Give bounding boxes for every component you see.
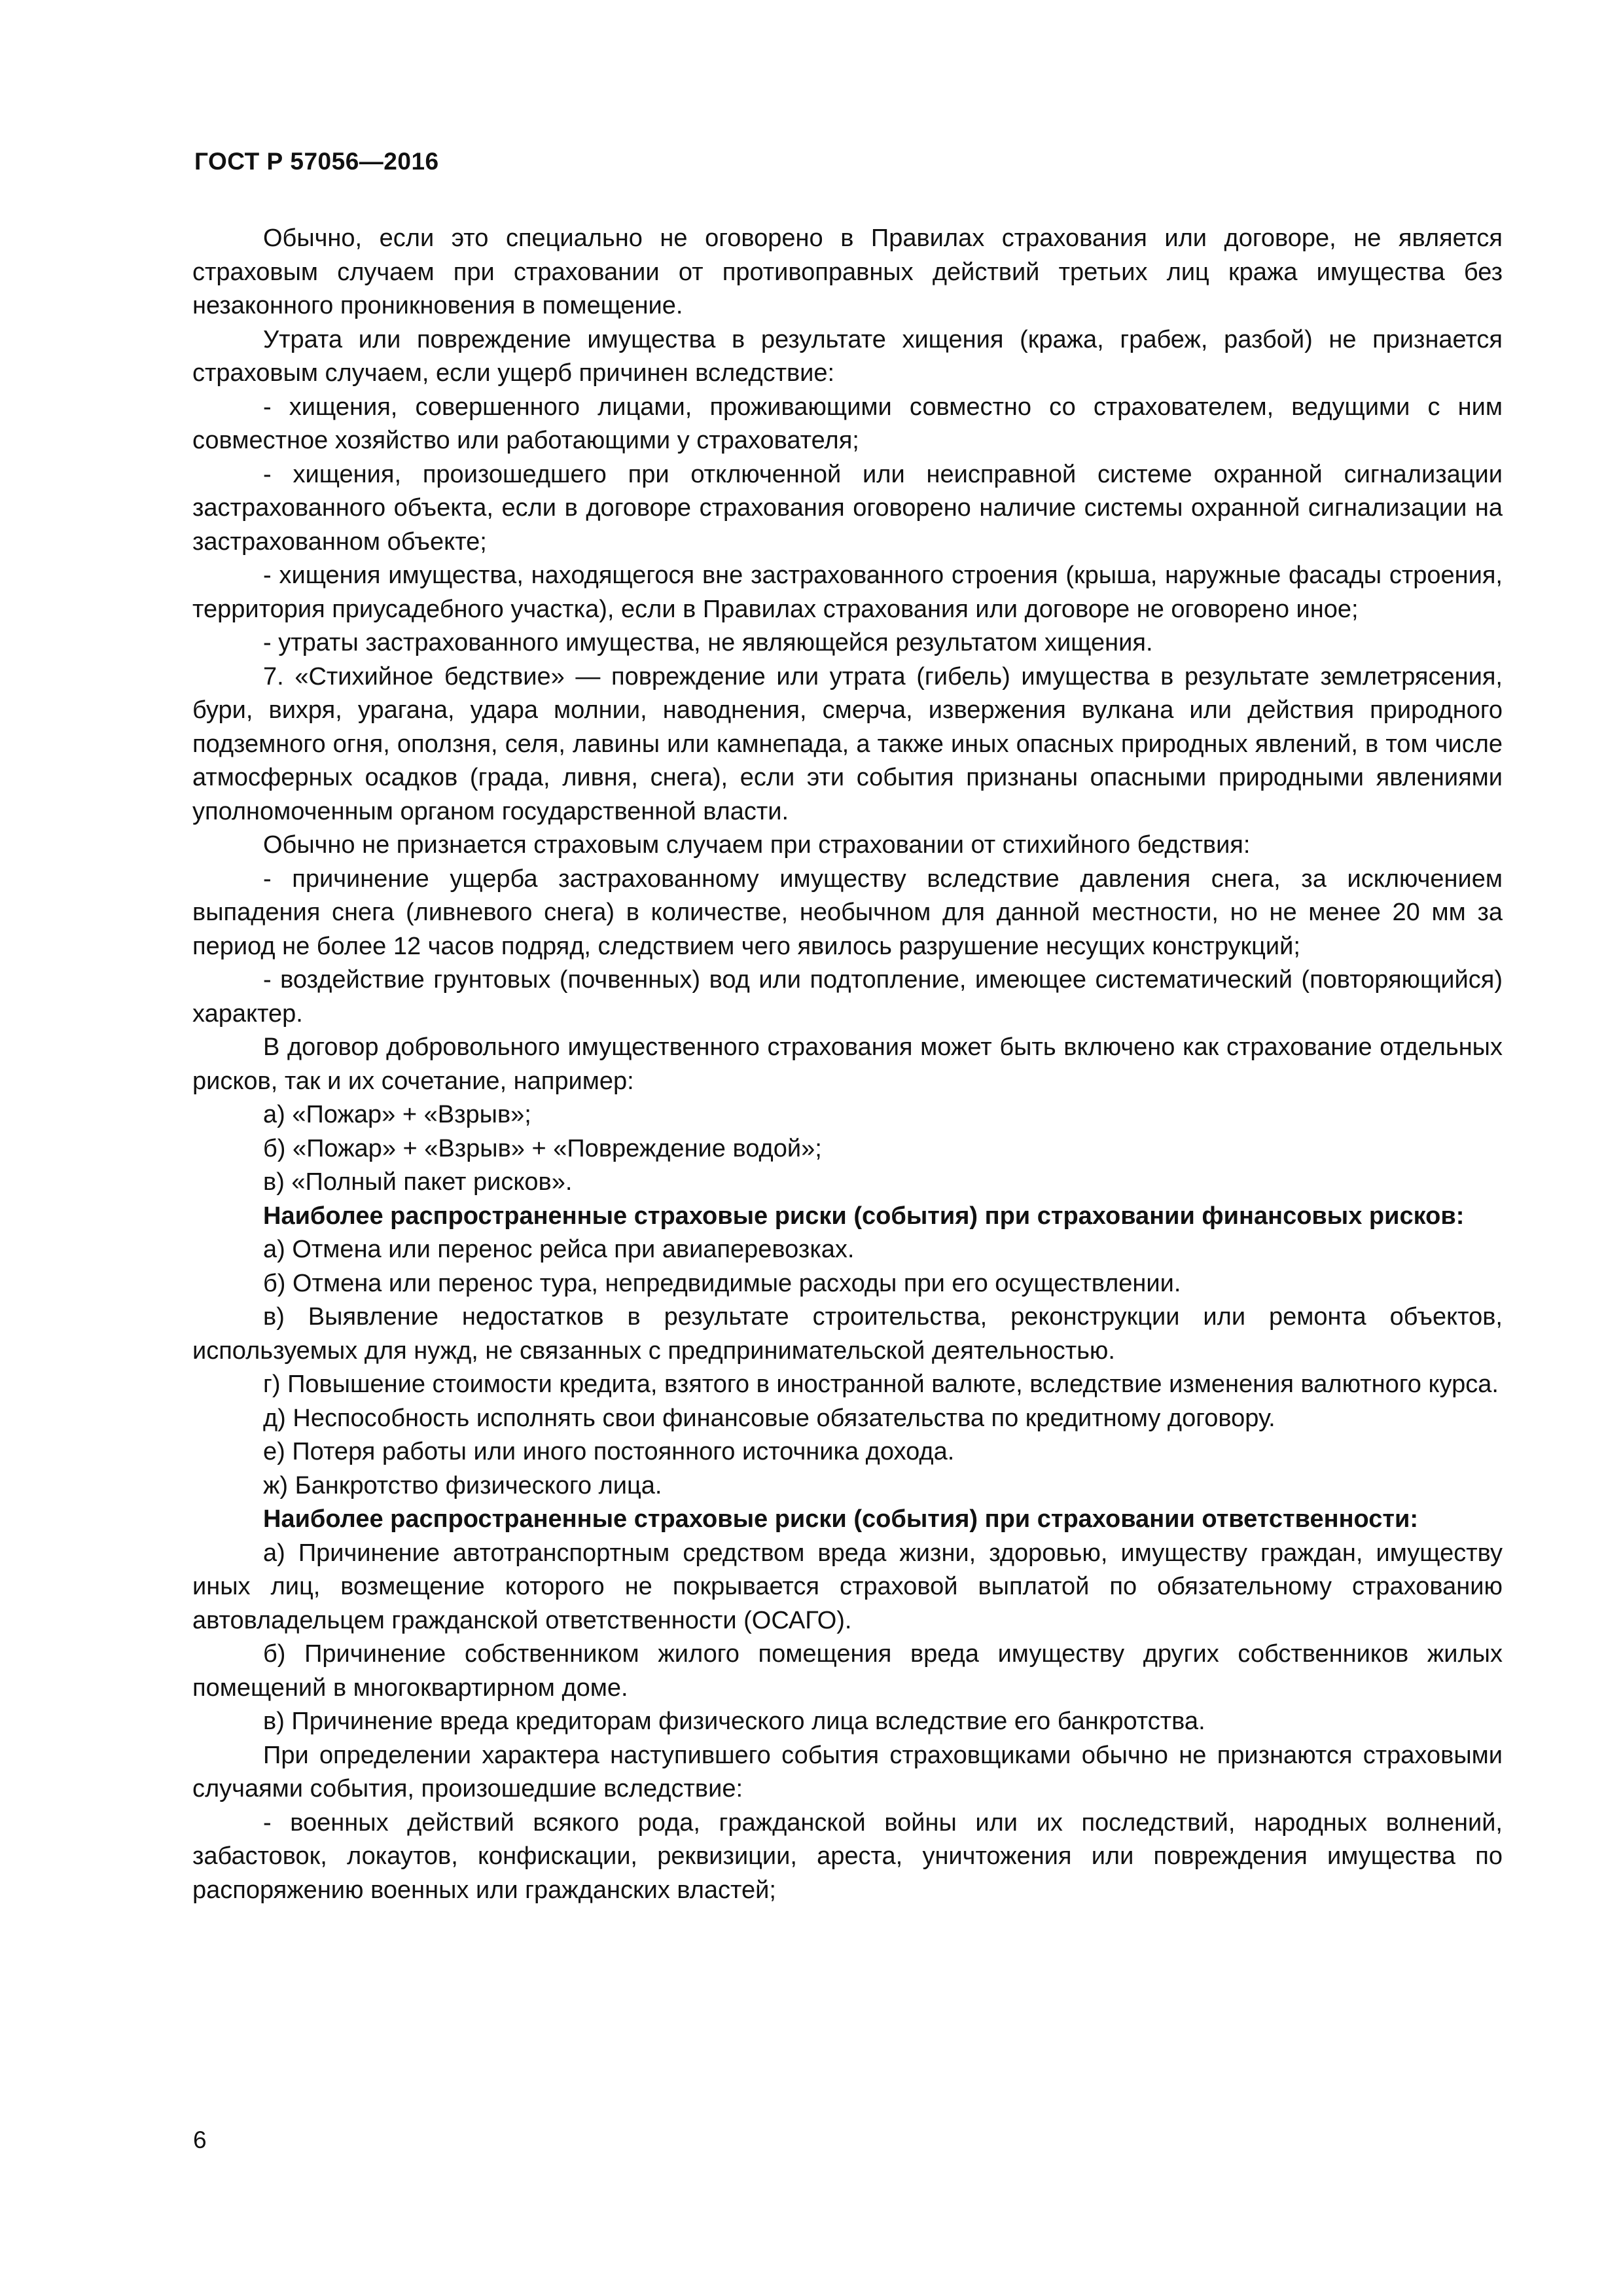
paragraph: а) Причинение автотранспортным средством вреда жизни, здоровью, имуществу граждан, имуществу иных лиц, возмещение которого не покрывается страховой выплатой по обязательному страхованию автовладельцем гражданской ответственности (ОСАГО). — [192, 1539, 1503, 1634]
paragraph: В договор добровольного имущественного страхования может быть включено как страхование отдельных рисков, так и их сочетание, например: — [192, 1033, 1503, 1095]
section-heading: Наиболее распространенные страховые риски (события) при страховании финансовых рисков: — [263, 1202, 1465, 1230]
paragraph: в) Выявление недостатков в результате строительства, реконструкции или ремонта объектов, используемых для нужд, не связанных с предпринимательской деятельностью. — [192, 1303, 1503, 1365]
paragraph: - хищения, произошедшего при отключенной или неисправной системе охранной сигнализации застрахованного объекта, если в договоре страхования оговорено наличие системы охранной сигнализации на застрахованном объекте; — [192, 460, 1503, 556]
paragraph: - военных действий всякого рода, гражданской войны или их последствий, народных волнений, забастовок, локаутов, конфискации, реквизиции, ареста, уничтожения или повреждения имущества по распоряжению военных или гражданских властей; — [192, 1808, 1503, 1904]
paragraph: 7. «Стихийное бедствие» — повреждение или утрата (гибель) имущества в результате землетрясения, бури, вихря, урагана, удара молнии, наводнения, смерча, извержения вулкана или действия природного подземного огня, оползня, селя, лавины или камнепада, а также иных опасных природных явлений, в том числе атмосферных осадков (града, ливня, снега), если эти события признаны опасными природными явлениями уполномоченным органом государственной власти. — [192, 662, 1503, 825]
page-number: 6 — [193, 2126, 207, 2153]
document-header: ГОСТ Р 57056—2016 — [194, 148, 439, 175]
paragraph: Утрата или повреждение имущества в результате хищения (кража, грабеж, разбой) не признается страховым случаем, если ущерб причинен вследствие: — [192, 325, 1503, 387]
paragraph: г) Повышение стоимости кредита, взятого в иностранной валюте, вследствие изменения валютного курса. — [263, 1371, 1499, 1398]
paragraph: а) «Пожар» + «Взрыв»; — [263, 1101, 531, 1128]
paragraph: б) «Пожар» + «Взрыв» + «Повреждение водой»; — [263, 1134, 822, 1162]
paragraph: Обычно, если это специально не оговорено в Правилах страхования или договоре, не является страховым случаем при страховании от противоправных действий третьих лиц кража имущества без незаконного проникновения в помещение. — [192, 224, 1503, 319]
paragraph: - хищения, совершенного лицами, проживающими совместно со страхователем, ведущими с ним совместное хозяйство или работающими у страхователя; — [192, 393, 1503, 454]
paragraph: е) Потеря работы или иного постоянного источника дохода. — [263, 1438, 955, 1465]
paragraph: - хищения имущества, находящегося вне застрахованного строения (крыша, наружные фасады строения, территория приусадебного участка), если в Правилах страхования или договоре не оговорено иное; — [192, 562, 1503, 623]
paragraph: - причинение ущерба застрахованному имуществу вследствие давления снега, за исключением выпадения снега (ливневого снега) в количестве, необычном для данной местности, но не менее 20 мм за период не более 12 часов подряд, следствием чего явилось разрушение несущих конструкций; — [192, 865, 1503, 960]
paragraph: При определении характера наступившего события страховщиками обычно не признаются страховыми случаями события, произошедшие вследствие: — [192, 1741, 1503, 1803]
paragraph: Обычно не признается страховым случаем при страховании от стихийного бедствия: — [263, 831, 1251, 859]
paragraph: в) Причинение вреда кредиторам физического лица вследствие его банкротства. — [263, 1708, 1205, 1735]
paragraph: ж) Банкротство физического лица. — [263, 1471, 662, 1499]
document-body — [192, 222, 1503, 1907]
paragraph: - воздействие грунтовых (почвенных) вод или подтопление, имеющее систематический (повторяющийся) характер. — [192, 966, 1503, 1028]
paragraph: б) Отмена или перенос тура, непредвидимые расходы при его осуществлении. — [263, 1269, 1181, 1297]
section-heading: Наиболее распространенные страховые риски (события) при страховании ответственности: — [263, 1505, 1419, 1533]
paragraph: - утраты застрахованного имущества, не являющейся результатом хищения. — [263, 629, 1153, 656]
paragraph: в) «Полный пакет рисков». — [263, 1168, 573, 1196]
paragraph: а) Отмена или перенос рейса при авиаперевозках. — [263, 1236, 855, 1263]
paragraph: д) Неспособность исполнять свои финансовые обязательства по кредитному договору. — [263, 1404, 1275, 1432]
paragraph: б) Причинение собственником жилого помещения вреда имуществу других собственников жилых помещений в многоквартирном доме. — [192, 1640, 1503, 1702]
